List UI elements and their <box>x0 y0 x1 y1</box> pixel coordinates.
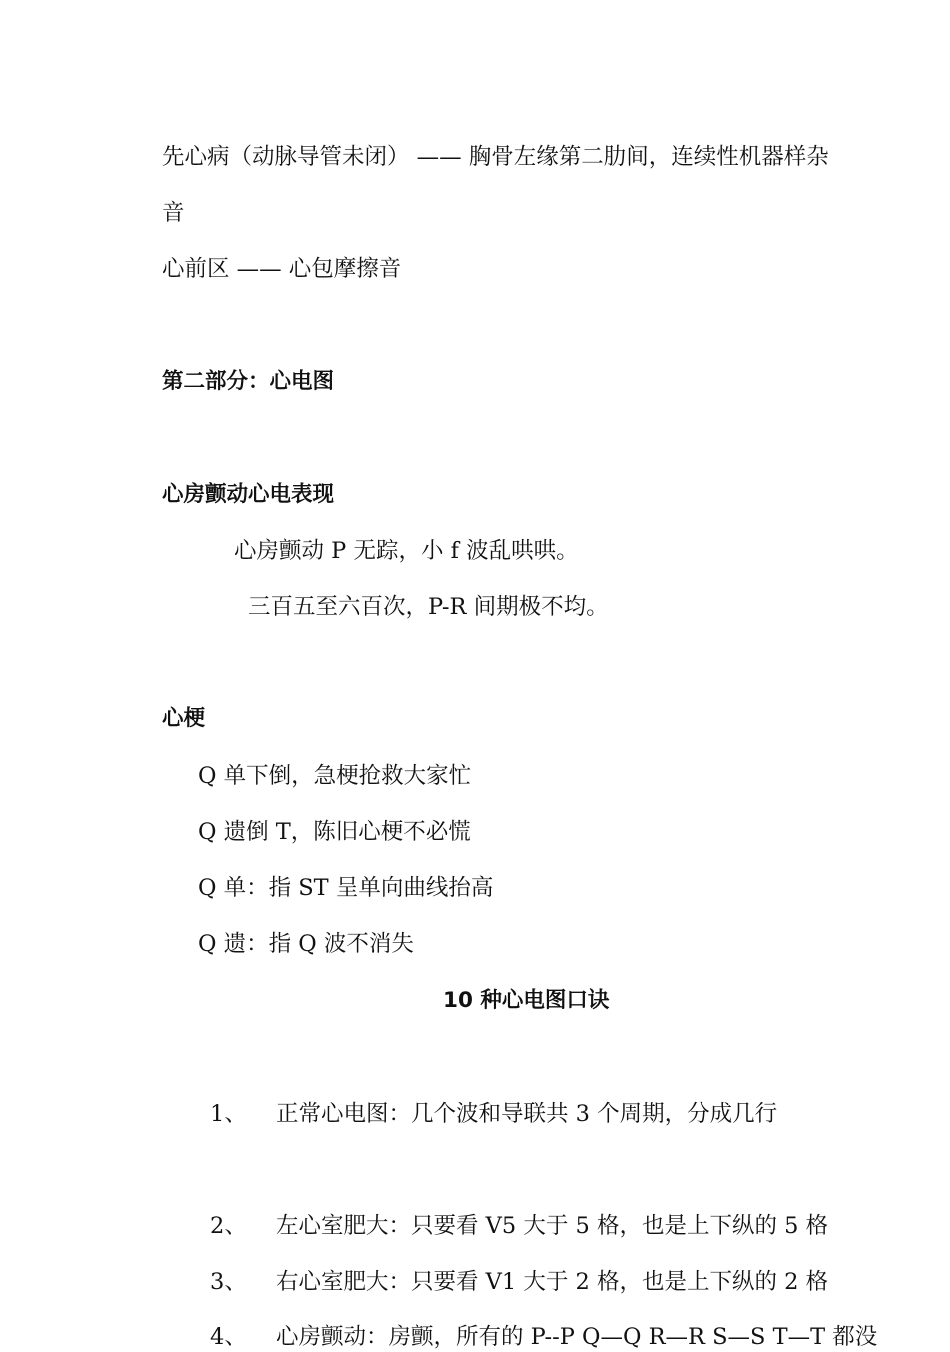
list-item-number: 3、 <box>210 1269 247 1295</box>
mnemonics-title: 10 种心电图口诀 <box>443 988 610 1013</box>
list-item-text: 左心室肥大：只要看 V5 大于 5 格，也是上下纵的 5 格 <box>276 1213 829 1239</box>
mi-verse-line: Q 遗：指 Q 波不消失 <box>198 931 414 957</box>
list-item-text: 正常心电图：几个波和导联共 3 个周期，分成几行 <box>276 1101 778 1127</box>
list-item-text: 心房颤动：房颤，所有的 P--P Q—Q R—R S—S T—T 都没 <box>276 1324 878 1350</box>
text-line-pericardial-rub: 心前区 —— 心包摩擦音 <box>162 256 402 282</box>
heading-atrial-fibrillation: 心房颤动心电表现 <box>162 482 335 507</box>
mi-verse-line: Q 单：指 ST 呈单向曲线抬高 <box>198 875 494 901</box>
text-line-pda: 先心病（动脉导管未闭） —— 胸骨左缘第二肋间，连续性机器样杂 <box>162 144 829 170</box>
af-verse-line-2: 三百五至六百次，P-R 间期极不均。 <box>248 594 609 620</box>
section-heading-ecg: 第二部分：心电图 <box>162 369 335 394</box>
af-verse-line-1: 心房颤动 P 无踪，小 f 波乱哄哄。 <box>234 538 579 564</box>
list-item-number: 4、 <box>210 1324 247 1350</box>
list-item-number: 2、 <box>210 1213 247 1239</box>
mi-verse-line: Q 遗倒 T，陈旧心梗不必慌 <box>198 819 471 845</box>
text-line-pda-continued: 音 <box>162 200 185 226</box>
heading-myocardial-infarction: 心梗 <box>162 706 206 731</box>
list-item-number: 1、 <box>210 1101 247 1127</box>
mi-verse-line: Q 单下倒，急梗抢救大家忙 <box>198 763 472 789</box>
list-item-text: 右心室肥大：只要看 V1 大于 2 格，也是上下纵的 2 格 <box>276 1269 829 1295</box>
